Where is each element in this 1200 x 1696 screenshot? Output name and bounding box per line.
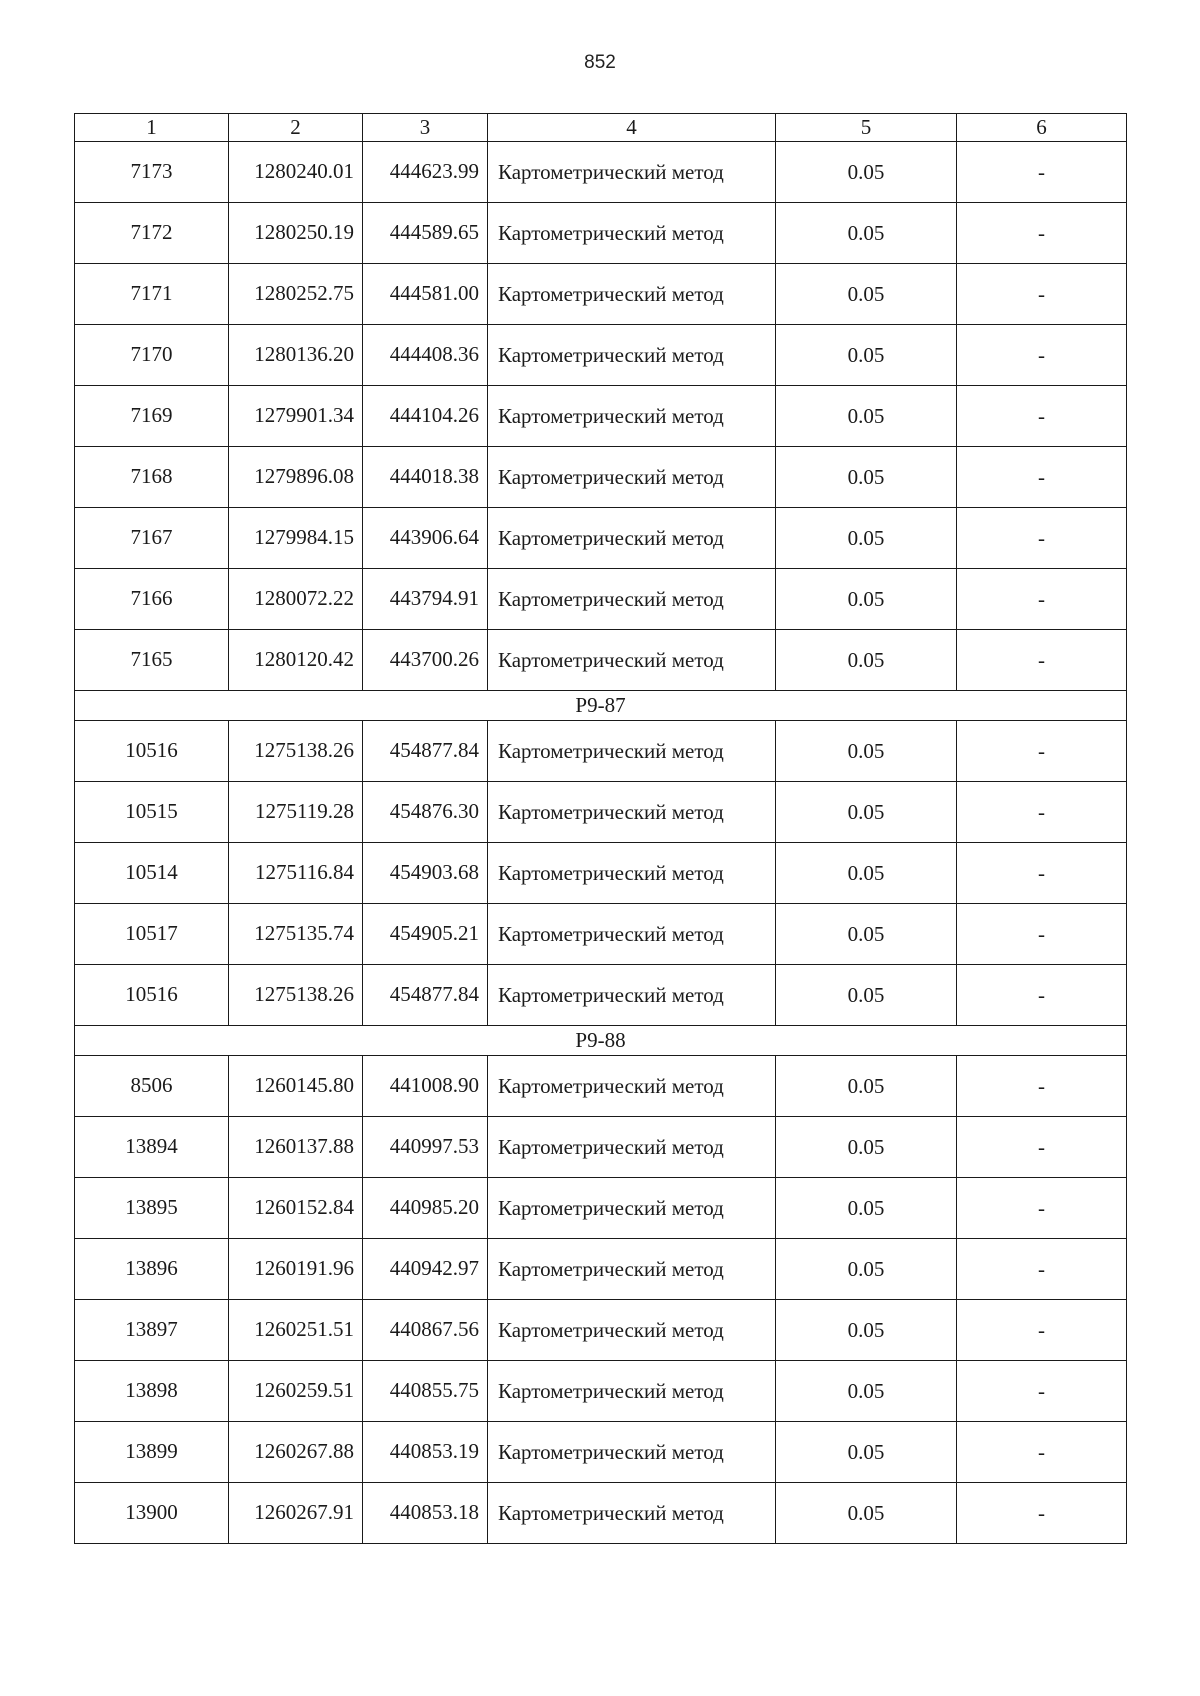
x-coordinate-cell: 1260191.96 [229,1239,363,1300]
point-number-cell: 10514 [75,843,229,904]
header-cell-5: 5 [776,114,957,142]
y-coordinate-cell: 454877.84 [363,721,488,782]
note-cell: - [957,325,1127,386]
accuracy-cell: 0.05 [776,264,957,325]
x-coordinate-cell: 1275119.28 [229,782,363,843]
point-number-cell: 10516 [75,965,229,1026]
table-row [75,1300,1127,1361]
section-row [75,691,1127,721]
table-row [75,508,1127,569]
method-cell: Картометрический метод [488,569,776,630]
table-row [75,142,1127,203]
accuracy-cell: 0.05 [776,386,957,447]
point-number-cell: 7170 [75,325,229,386]
accuracy-cell: 0.05 [776,904,957,965]
method-cell: Картометрический метод [488,325,776,386]
header-cell-6: 6 [957,114,1127,142]
y-coordinate-cell: 454905.21 [363,904,488,965]
y-coordinate-cell: 454876.30 [363,782,488,843]
section-label: Р9-87 [75,691,1127,721]
table-row [75,386,1127,447]
note-cell: - [957,1300,1127,1361]
note-cell: - [957,1239,1127,1300]
table-row [75,1056,1127,1117]
note-cell: - [957,1483,1127,1544]
accuracy-cell: 0.05 [776,142,957,203]
method-cell: Картометрический метод [488,1300,776,1361]
y-coordinate-cell: 440942.97 [363,1239,488,1300]
table-row [75,569,1127,630]
table-row [75,843,1127,904]
table-row [75,1361,1127,1422]
table-body [75,114,1127,1544]
method-cell: Картометрический метод [488,508,776,569]
y-coordinate-cell: 443700.26 [363,630,488,691]
y-coordinate-cell: 454903.68 [363,843,488,904]
y-coordinate-cell: 440997.53 [363,1117,488,1178]
y-coordinate-cell: 444589.65 [363,203,488,264]
method-cell: Картометрический метод [488,721,776,782]
point-number-cell: 7172 [75,203,229,264]
point-number-cell: 7171 [75,264,229,325]
note-cell: - [957,965,1127,1026]
note-cell: - [957,1422,1127,1483]
x-coordinate-cell: 1279984.15 [229,508,363,569]
note-cell: - [957,630,1127,691]
method-cell: Картометрический метод [488,386,776,447]
method-cell: Картометрический метод [488,1239,776,1300]
note-cell: - [957,569,1127,630]
y-coordinate-cell: 444104.26 [363,386,488,447]
table-row [75,1178,1127,1239]
point-number-cell: 10517 [75,904,229,965]
x-coordinate-cell: 1260267.88 [229,1422,363,1483]
accuracy-cell: 0.05 [776,1483,957,1544]
x-coordinate-cell: 1280252.75 [229,264,363,325]
note-cell: - [957,447,1127,508]
x-coordinate-cell: 1275116.84 [229,843,363,904]
table-row [75,1422,1127,1483]
table-row [75,203,1127,264]
table-row [75,630,1127,691]
x-coordinate-cell: 1275138.26 [229,721,363,782]
x-coordinate-cell: 1275138.26 [229,965,363,1026]
point-number-cell: 13894 [75,1117,229,1178]
x-coordinate-cell: 1279896.08 [229,447,363,508]
point-number-cell: 13896 [75,1239,229,1300]
point-number-cell: 10515 [75,782,229,843]
x-coordinate-cell: 1275135.74 [229,904,363,965]
y-coordinate-cell: 444018.38 [363,447,488,508]
table-row [75,325,1127,386]
accuracy-cell: 0.05 [776,630,957,691]
method-cell: Картометрический метод [488,1117,776,1178]
y-coordinate-cell: 440985.20 [363,1178,488,1239]
note-cell: - [957,508,1127,569]
method-cell: Картометрический метод [488,447,776,508]
accuracy-cell: 0.05 [776,1056,957,1117]
point-number-cell: 7168 [75,447,229,508]
method-cell: Картометрический метод [488,203,776,264]
point-number-cell: 13895 [75,1178,229,1239]
method-cell: Картометрический метод [488,264,776,325]
table-row [75,447,1127,508]
section-row [75,1026,1127,1056]
x-coordinate-cell: 1260137.88 [229,1117,363,1178]
point-number-cell: 13898 [75,1361,229,1422]
y-coordinate-cell: 454877.84 [363,965,488,1026]
y-coordinate-cell: 444581.00 [363,264,488,325]
note-cell: - [957,1056,1127,1117]
point-number-cell: 7173 [75,142,229,203]
y-coordinate-cell: 441008.90 [363,1056,488,1117]
table-row [75,904,1127,965]
note-cell: - [957,904,1127,965]
coordinates-table [74,113,1127,1544]
method-cell: Картометрический метод [488,782,776,843]
table-row [75,721,1127,782]
note-cell: - [957,1361,1127,1422]
table-row [75,782,1127,843]
x-coordinate-cell: 1279901.34 [229,386,363,447]
accuracy-cell: 0.05 [776,1239,957,1300]
page-number: 852 [584,52,616,73]
y-coordinate-cell: 440867.56 [363,1300,488,1361]
table-row [75,1117,1127,1178]
method-cell: Картометрический метод [488,1361,776,1422]
point-number-cell: 13897 [75,1300,229,1361]
note-cell: - [957,203,1127,264]
accuracy-cell: 0.05 [776,1300,957,1361]
method-cell: Картометрический метод [488,1483,776,1544]
method-cell: Картометрический метод [488,1178,776,1239]
accuracy-cell: 0.05 [776,843,957,904]
note-cell: - [957,386,1127,447]
accuracy-cell: 0.05 [776,325,957,386]
accuracy-cell: 0.05 [776,1422,957,1483]
note-cell: - [957,264,1127,325]
accuracy-cell: 0.05 [776,1178,957,1239]
table-row [75,1483,1127,1544]
header-cell-1: 1 [75,114,229,142]
accuracy-cell: 0.05 [776,569,957,630]
x-coordinate-cell: 1260152.84 [229,1178,363,1239]
header-row [75,114,1127,142]
header-cell-4: 4 [488,114,776,142]
accuracy-cell: 0.05 [776,965,957,1026]
point-number-cell: 13900 [75,1483,229,1544]
y-coordinate-cell: 440853.19 [363,1422,488,1483]
method-cell: Картометрический метод [488,1056,776,1117]
method-cell: Картометрический метод [488,142,776,203]
note-cell: - [957,782,1127,843]
point-number-cell: 7169 [75,386,229,447]
method-cell: Картометрический метод [488,630,776,691]
y-coordinate-cell: 440853.18 [363,1483,488,1544]
x-coordinate-cell: 1260267.91 [229,1483,363,1544]
method-cell: Картометрический метод [488,1422,776,1483]
accuracy-cell: 0.05 [776,721,957,782]
x-coordinate-cell: 1280120.42 [229,630,363,691]
accuracy-cell: 0.05 [776,782,957,843]
accuracy-cell: 0.05 [776,1117,957,1178]
note-cell: - [957,1178,1127,1239]
y-coordinate-cell: 444623.99 [363,142,488,203]
section-label: Р9-88 [75,1026,1127,1056]
note-cell: - [957,843,1127,904]
x-coordinate-cell: 1280136.20 [229,325,363,386]
point-number-cell: 10516 [75,721,229,782]
method-cell: Картометрический метод [488,843,776,904]
y-coordinate-cell: 443906.64 [363,508,488,569]
accuracy-cell: 0.05 [776,203,957,264]
x-coordinate-cell: 1280250.19 [229,203,363,264]
y-coordinate-cell: 444408.36 [363,325,488,386]
accuracy-cell: 0.05 [776,447,957,508]
point-number-cell: 8506 [75,1056,229,1117]
note-cell: - [957,1117,1127,1178]
header-cell-3: 3 [363,114,488,142]
accuracy-cell: 0.05 [776,508,957,569]
table-row [75,264,1127,325]
method-cell: Картометрический метод [488,965,776,1026]
point-number-cell: 7165 [75,630,229,691]
x-coordinate-cell: 1260259.51 [229,1361,363,1422]
x-coordinate-cell: 1280240.01 [229,142,363,203]
table-row [75,965,1127,1026]
x-coordinate-cell: 1280072.22 [229,569,363,630]
table-row [75,1239,1127,1300]
header-cell-2: 2 [229,114,363,142]
point-number-cell: 7166 [75,569,229,630]
x-coordinate-cell: 1260251.51 [229,1300,363,1361]
point-number-cell: 7167 [75,508,229,569]
point-number-cell: 13899 [75,1422,229,1483]
y-coordinate-cell: 440855.75 [363,1361,488,1422]
method-cell: Картометрический метод [488,904,776,965]
y-coordinate-cell: 443794.91 [363,569,488,630]
x-coordinate-cell: 1260145.80 [229,1056,363,1117]
accuracy-cell: 0.05 [776,1361,957,1422]
note-cell: - [957,142,1127,203]
note-cell: - [957,721,1127,782]
